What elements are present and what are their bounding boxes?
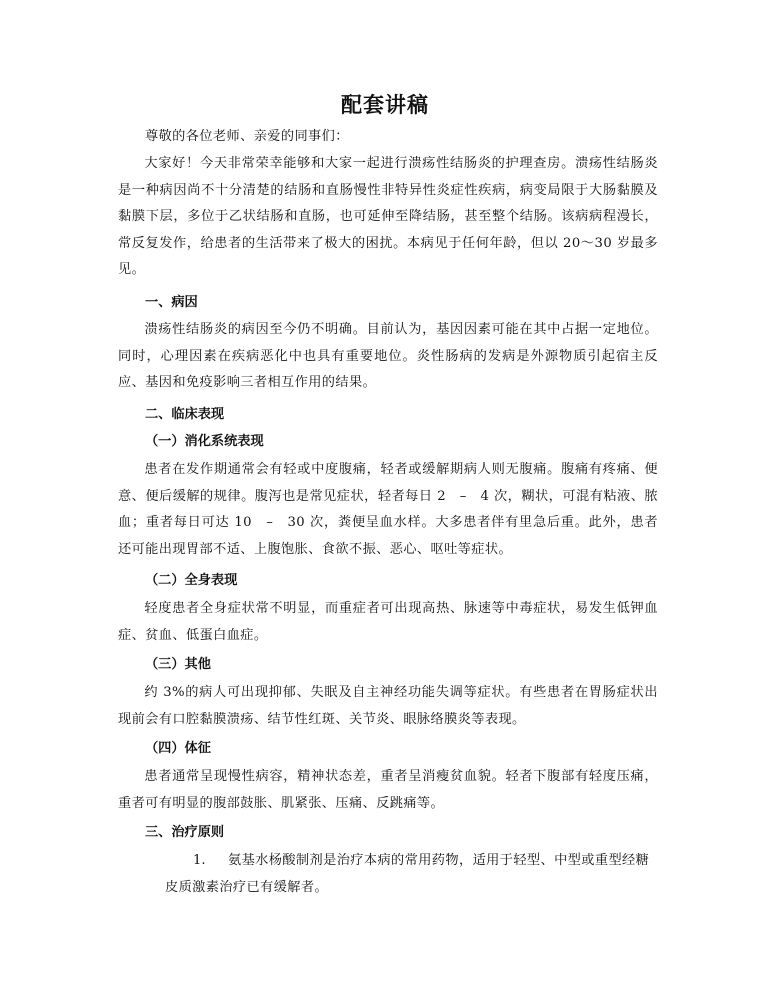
intro-paragraph: 大家好！今天非常荣幸能够和大家一起进行溃疡性结肠炎的护理查房。溃疡性结肠炎是一种病因尚不十分清楚的结肠和直肠慢性非特异性炎症性疾病，病变局限于大肠黏膜及黏膜下层，多位于乙状结肠和直肠，也可延伸至降结肠，甚至整个结肠。该病病程漫长，常反复发作，给患者的生活带来了极大的困扰。本病见于任何年龄，但以 20～30 岁最多见。 — [118, 156, 658, 277]
systemic-paragraph: 轻度患者全身症状常不明显，而重症者可出现高热、脉速等中毒症状，易发生低钾血症、贫血、低蛋白血症。 — [118, 601, 658, 643]
greeting: 尊敬的各位老师、亲爱的同事们： — [145, 129, 349, 144]
subheading-systemic: （二）全身表现 — [145, 573, 238, 588]
digestive-paragraph: 患者在发作期通常会有轻或中度腹痛，轻者或缓解期病人则无腹痛。腹痛有疼痛、便意、便后缓解的规律。腹泻也是常见症状，轻者每日 2 – 4 次，糊状，可混有粘液、脓血；重者每日可达 10 – 30 次，粪便呈血水样。大多患者伴有里急后重。此外，患者还可能出现胃部不适、上腹饱胀、食欲不振、恶心、呕吐等症状。 — [118, 462, 658, 557]
page-title: 配套讲稿 — [341, 92, 429, 117]
other-paragraph: 约 3%的病人可出现抑郁、失眠及自主神经功能失调等症状。有些患者在胃肠症状出现前会有口腔黏膜溃疡、结节性红斑、关节炎、眼脉络膜炎等表现。 — [118, 685, 658, 727]
list-item-number: 1. — [193, 853, 206, 868]
treatment-list-item — [165, 848, 657, 901]
cause-paragraph: 溃疡性结肠炎的病因至今仍不明确。目前认为，基因因素可能在其中占据一定地位。同时，心理因素在疾病恶化中也具有重要地位。炎性肠病的发病是外源物质引起宿主反应、基因和免疫影响三者相互作用的结果。 — [118, 322, 658, 390]
subheading-other: （三）其他 — [145, 657, 211, 672]
subheading-digestive: （一）消化系统表现 — [145, 434, 264, 449]
section-heading-cause: 一、病因 — [145, 295, 198, 310]
subheading-signs: （四）体征 — [145, 741, 211, 756]
list-item-text: 氨基水杨酸制剂是治疗本病的常用药物，适用于轻型、中型或重型经糖皮质激素治疗已有缓解者。 — [165, 853, 650, 895]
section-heading-treatment: 三、治疗原则 — [145, 825, 225, 840]
section-heading-clinical: 二、临床表现 — [145, 407, 225, 422]
signs-paragraph: 患者通常呈现慢性病容，精神状态差，重者呈消瘦贫血貌。轻者下腹部有轻度压痛，重者可有明显的腹部鼓胀、肌紧张、压痛、反跳痛等。 — [118, 769, 658, 811]
